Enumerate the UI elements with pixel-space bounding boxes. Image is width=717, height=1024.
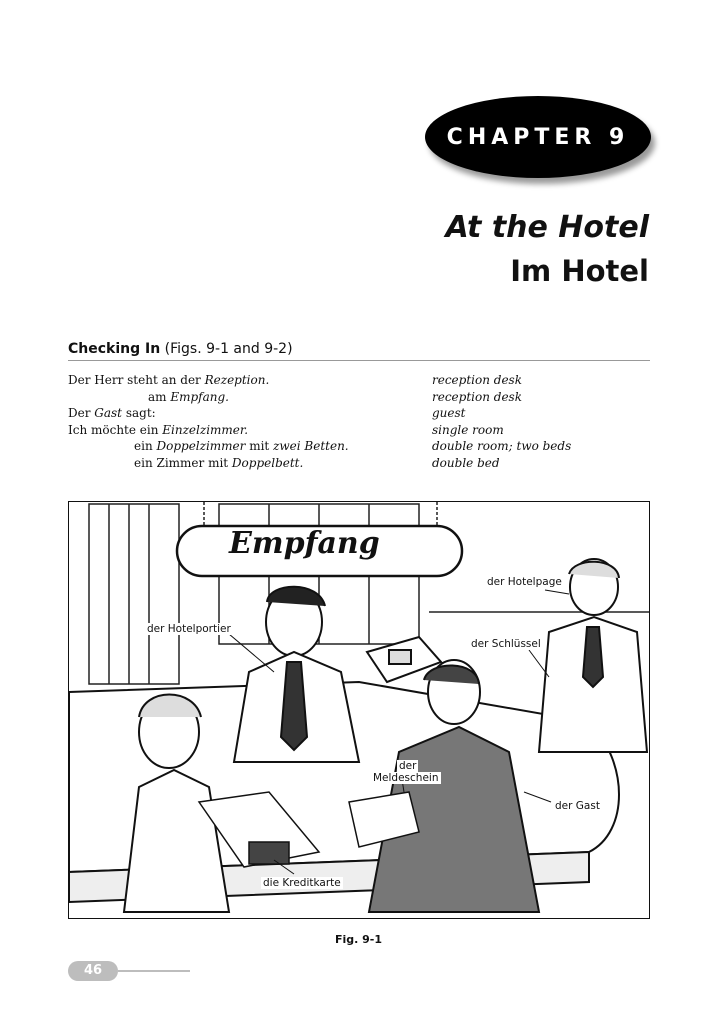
label-meldeschein-article: der	[399, 760, 417, 772]
title-german: Im Hotel	[510, 254, 649, 288]
vocab-english: reception desk	[432, 389, 522, 404]
vocab-german	[68, 405, 156, 422]
vocab-english: guest	[432, 406, 466, 420]
vocabulary-list	[68, 372, 650, 471]
vocab-german-part: am	[148, 389, 171, 404]
vocab-german-part: mit	[245, 439, 274, 453]
vocab-german-part: sagt:	[122, 406, 156, 420]
vocab-german-part: Einzelzimmer.	[162, 422, 249, 437]
vocab-german-part: Ich möchte ein	[68, 422, 163, 437]
vocab-english: reception desk	[432, 373, 522, 387]
vocab-english: double bed	[432, 455, 500, 470]
vocab-row	[68, 372, 650, 389]
label-meldeschein: Meldeschein	[373, 772, 439, 784]
label-schluessel: der Schlüssel	[471, 638, 541, 650]
chapter-badge	[425, 96, 651, 178]
vocab-row	[68, 422, 650, 439]
vocab-english: double room; two beds	[432, 439, 572, 453]
vocab-german-part: Rezeption.	[204, 373, 270, 387]
vocab-row	[68, 455, 650, 472]
vocab-english: single room	[432, 422, 504, 437]
label-kreditkarte: die Kreditkarte	[263, 877, 341, 889]
label-gast: der Gast	[555, 800, 600, 812]
vocab-german-part: Gast	[94, 406, 123, 420]
vocab-row	[68, 438, 650, 455]
vocab-german	[134, 438, 349, 455]
window-frame	[89, 504, 179, 684]
section-figs: (Figs. 9-1 and 9-2)	[160, 341, 293, 357]
clerk-figure	[234, 587, 359, 762]
label-hotelportier: der Hotelportier	[147, 623, 231, 635]
vocab-german-part: Doppelbett.	[231, 455, 304, 470]
vocab-row	[68, 405, 650, 422]
illustration-drawing	[69, 502, 649, 918]
vocab-german-part: Doppelzimmer	[156, 439, 246, 453]
vocab-german	[68, 422, 248, 439]
chapter-label: CHAPTER 9	[446, 124, 630, 150]
vocab-german-part: Der	[68, 406, 95, 420]
section-title: Checking In	[68, 341, 161, 357]
label-hotelpage: der Hotelpage	[487, 576, 562, 588]
vocab-german-part: ein	[134, 439, 157, 453]
page-number: 46	[68, 961, 118, 981]
vocab-german	[148, 389, 229, 406]
vocab-german-part: Der Herr steht an der	[68, 373, 205, 387]
vocab-german	[68, 372, 269, 389]
vocab-row	[68, 389, 650, 406]
hotel-illustration	[68, 501, 650, 919]
vocab-german	[134, 455, 303, 472]
vocab-german-part: Empfang.	[170, 389, 229, 404]
vocab-german-part: zwei Betten.	[273, 439, 349, 453]
empfang-sign-text: Empfang	[229, 526, 380, 561]
title-english: At the Hotel	[445, 210, 649, 245]
page-rule	[118, 970, 190, 972]
vocab-german-part: ein Zimmer mit	[134, 455, 232, 470]
credit-card	[249, 842, 289, 864]
figure-caption: Fig. 9-1	[334, 933, 383, 946]
section-heading	[68, 341, 650, 361]
